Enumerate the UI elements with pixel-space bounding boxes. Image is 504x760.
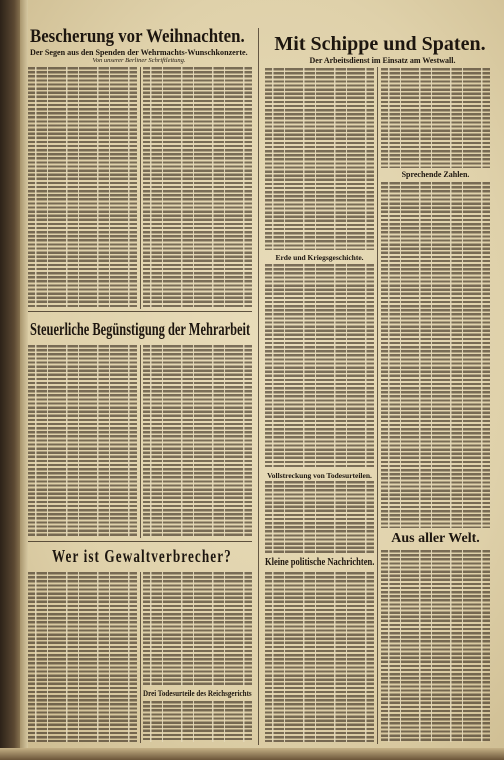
- headline-welt: Aus aller Welt.: [391, 531, 480, 546]
- byline: Von unserer Berliner Schriftleitung.: [92, 57, 186, 64]
- article-text-column: [143, 701, 252, 742]
- binding-margin: [0, 0, 20, 760]
- article-divider: [28, 541, 252, 542]
- headline-gewalt: Wer ist Gewaltverbrecher?: [52, 546, 232, 566]
- article-text-column: [143, 345, 252, 536]
- article-text-column: [381, 550, 490, 742]
- column-rule: [140, 67, 141, 309]
- previous-page-edge: [20, 0, 28, 760]
- article-text-column: [265, 68, 374, 250]
- page-bottom-edge: [0, 748, 504, 760]
- column-rule: [140, 345, 141, 538]
- column-rule: [377, 67, 378, 744]
- article-text-column: [143, 67, 252, 307]
- headline-zahlen: Sprechende Zahlen.: [401, 170, 470, 179]
- headline-schippe: Mit Schippe und Spaten.: [274, 33, 486, 55]
- article-text-column: [381, 68, 490, 168]
- headline-vollstreckung: Vollstreckung von Todesurteilen.: [267, 471, 372, 480]
- article-text-column: [143, 572, 252, 686]
- subhead-schippe: Der Arbeitsdienst im Einsatz am Westwall.: [309, 56, 456, 65]
- headline-kleine: Kleine politische Nachrichten.: [265, 556, 375, 568]
- headline-bescherung: Bescherung vor Weihnachten.: [30, 26, 245, 47]
- article-text-column: [28, 67, 137, 307]
- column-rule: [140, 572, 141, 743]
- article-text-column: [265, 481, 374, 553]
- headline-reichsgericht: Drei Todesurteile des Reichsgerichts: [143, 689, 252, 698]
- article-text-column: [265, 264, 374, 468]
- article-divider: [28, 311, 252, 312]
- headline-erde: Erde und Kriegsgeschichte.: [275, 253, 364, 262]
- subhead-bescherung: Der Segen aus den Spenden der Wehrmachts-Wunschkonzerte.: [30, 47, 248, 57]
- article-text-column: [28, 345, 137, 536]
- center-column-rule: [258, 28, 259, 745]
- article-text-column: [381, 182, 490, 528]
- article-text-column: [265, 572, 374, 742]
- headline-steuer: Steuerliche Begünstigung der Mehrarbeit: [30, 319, 251, 339]
- article-text-column: [28, 572, 137, 742]
